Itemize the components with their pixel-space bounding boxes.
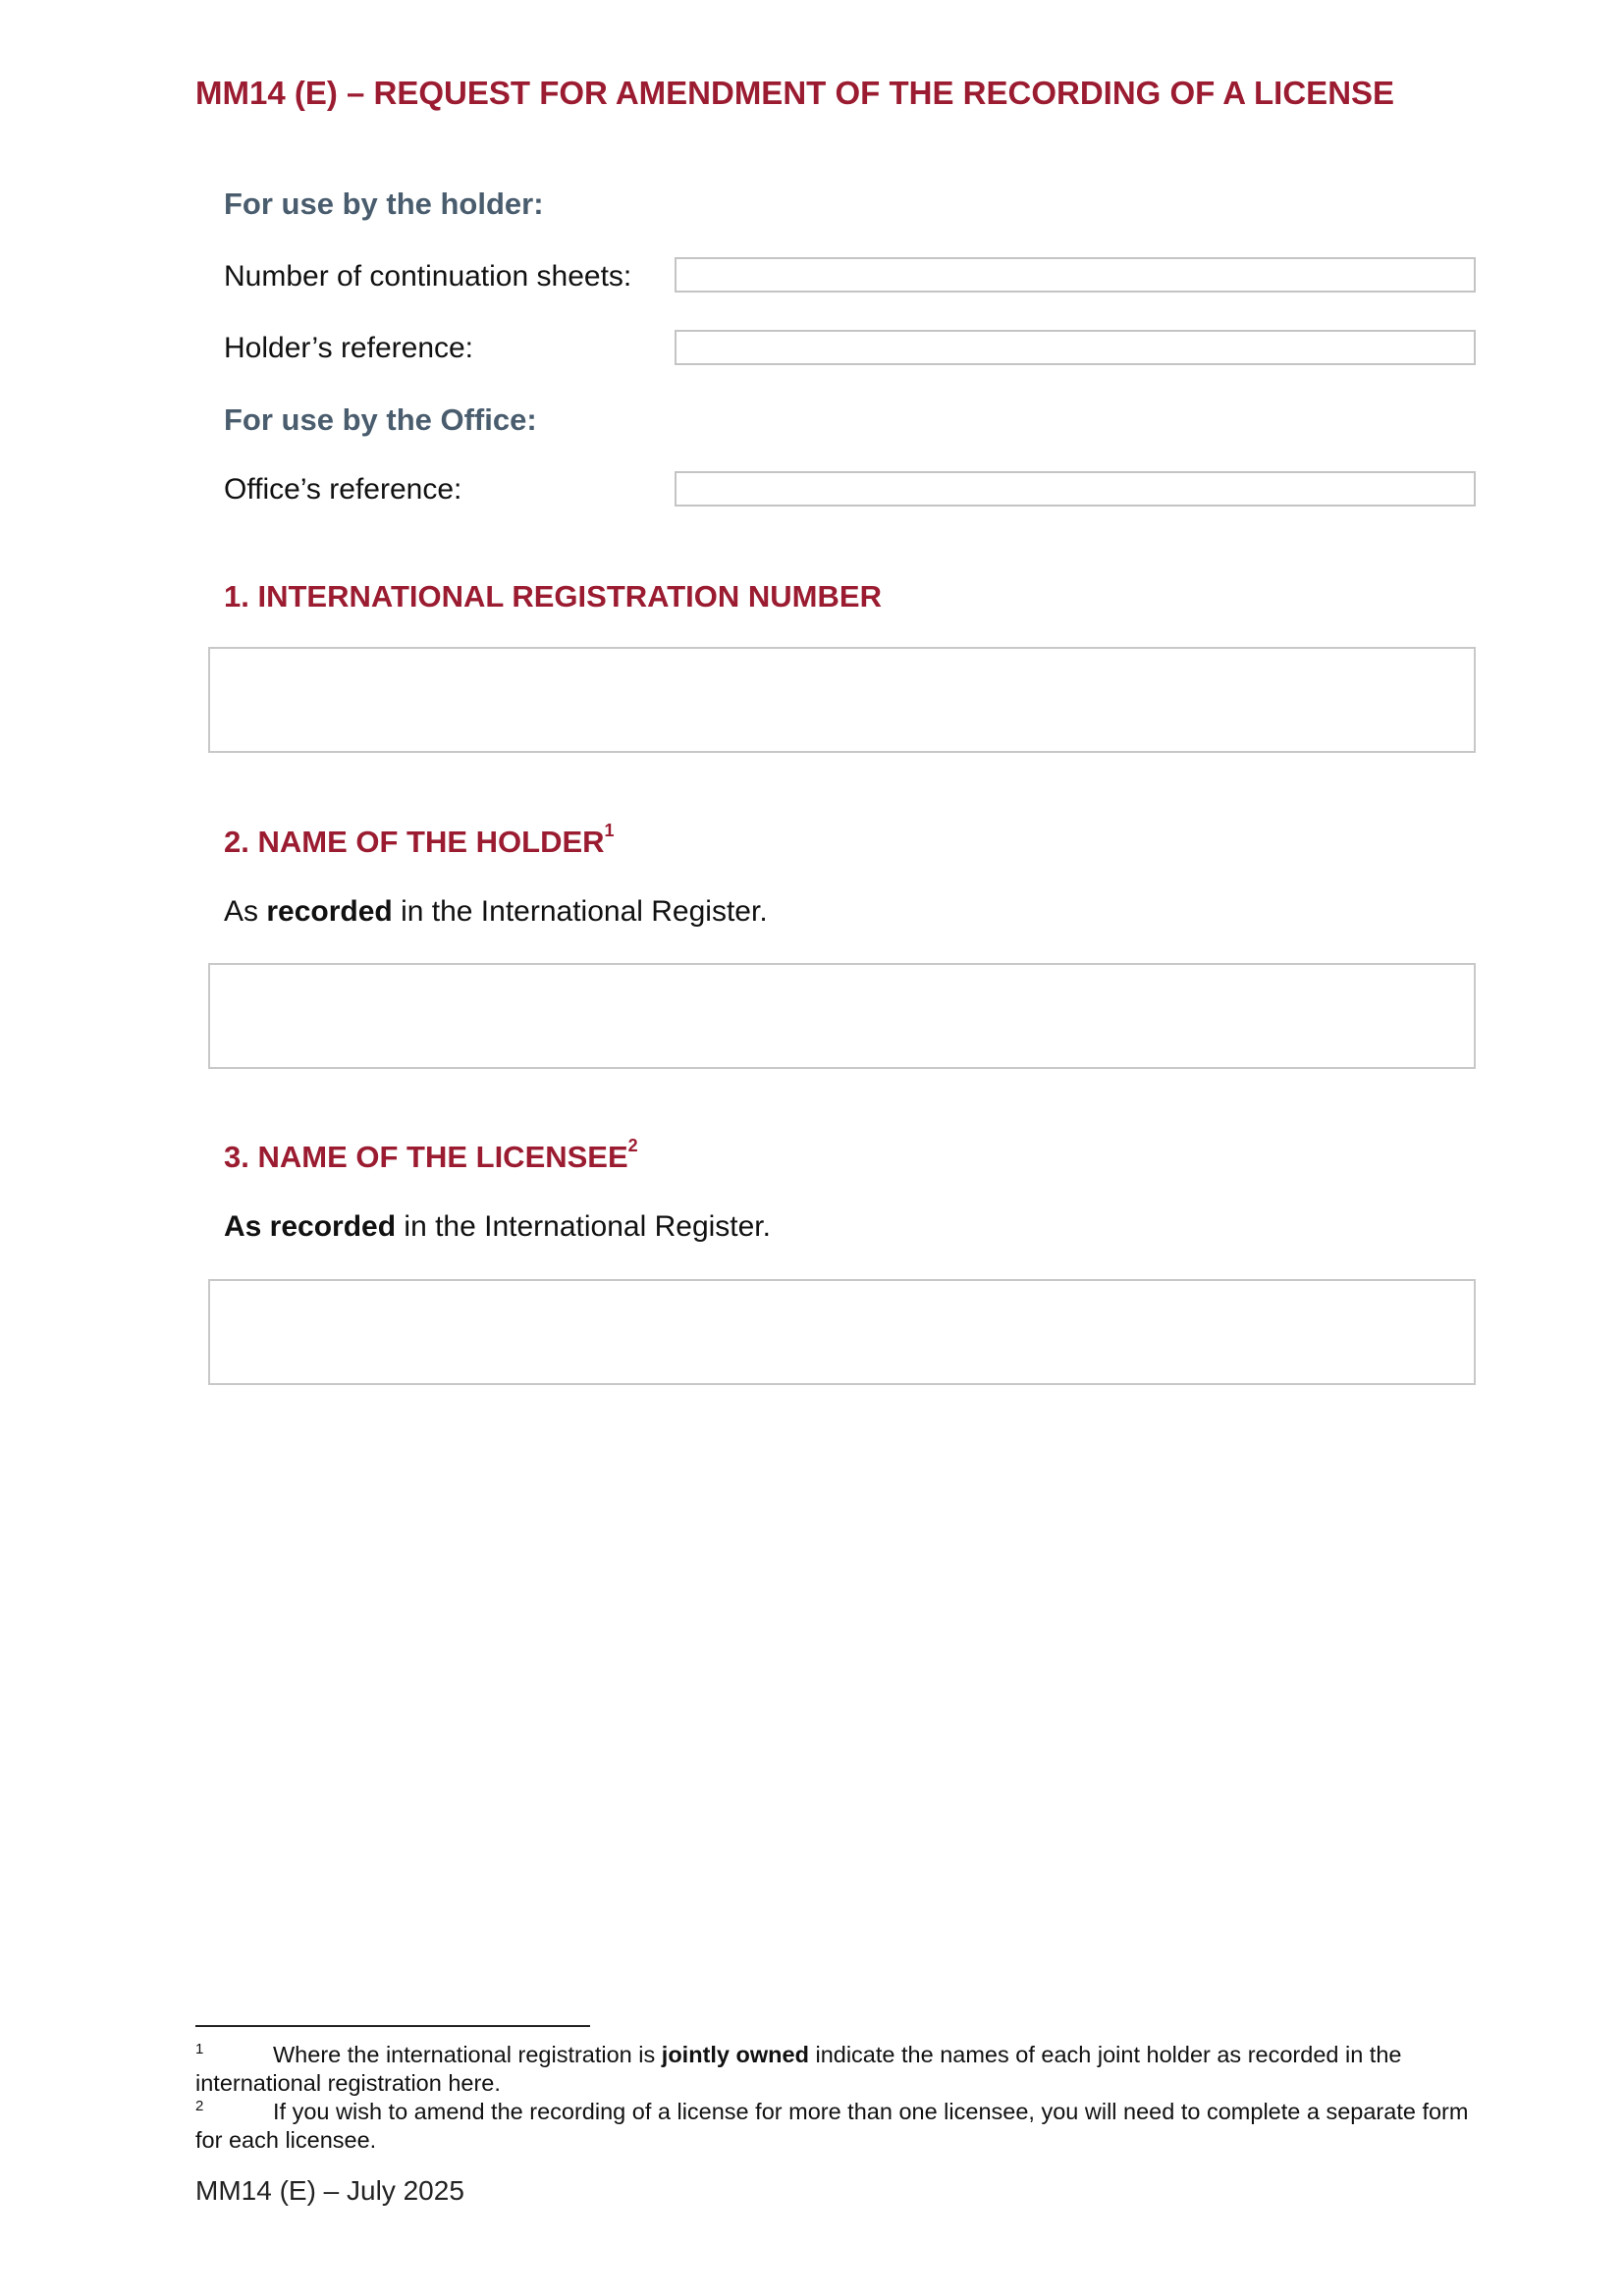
footnote-2-number: 2 [195,2098,204,2114]
office-reference-label: Office’s reference: [224,473,462,506]
holder-reference-input[interactable] [675,330,1476,365]
section-2-description [224,895,768,929]
registration-number-input[interactable] [208,647,1476,753]
footnote-ref-2[interactable]: 2 [627,1136,638,1155]
footnote-1-text-after: indicate the names of each joint holder as recorded in the international registration here. [195,2042,1402,2096]
section-3-description [224,1210,771,1244]
section-1-heading: 1. INTERNATIONAL REGISTRATION NUMBER [224,579,882,614]
section-3-desc-suffix: in the International Register. [396,1210,771,1243]
section-2-desc-bold: recorded [266,895,393,928]
section-3-heading-text: 3. NAME OF THE LICENSEE [224,1140,628,1174]
footnote-1 [195,2041,1482,2098]
holder-reference-label: Holder’s reference: [224,332,474,364]
footnote-1-text-before: Where the international registration is [273,2042,662,2067]
page-footer: MM14 (E) – July 2025 [195,2175,464,2206]
footnote-1-text-bold: jointly owned [661,2042,809,2067]
section-3-desc-bold: As recorded [224,1210,397,1243]
footnote-divider [195,2025,590,2027]
holder-section-heading: For use by the holder: [224,187,544,221]
section-2-desc-prefix: As [224,895,267,928]
footnote-2-text: If you wish to amend the recording of a license for more than one licensee, you will need to complete a separate form for each licensee. [195,2099,1469,2153]
section-2-heading [224,821,615,860]
section-2-desc-suffix: in the International Register. [392,895,768,928]
section-3-heading [224,1136,638,1175]
continuation-sheets-label: Number of continuation sheets: [224,260,632,293]
form-title: MM14 (E) – REQUEST FOR AMENDMENT OF THE RECORDING OF A LICENSE [195,75,1395,111]
footnote-ref-1[interactable]: 1 [604,821,615,840]
office-section-heading: For use by the Office: [224,402,537,437]
section-2-heading-text: 2. NAME OF THE HOLDER [224,825,605,859]
holder-name-input[interactable] [208,963,1476,1069]
footnote-2 [195,2098,1482,2155]
office-reference-input[interactable] [675,471,1476,507]
licensee-name-input[interactable] [208,1279,1476,1385]
continuation-sheets-input[interactable] [675,257,1476,293]
footnote-1-text [195,2041,1482,2098]
footnote-1-number: 1 [195,2041,204,2057]
